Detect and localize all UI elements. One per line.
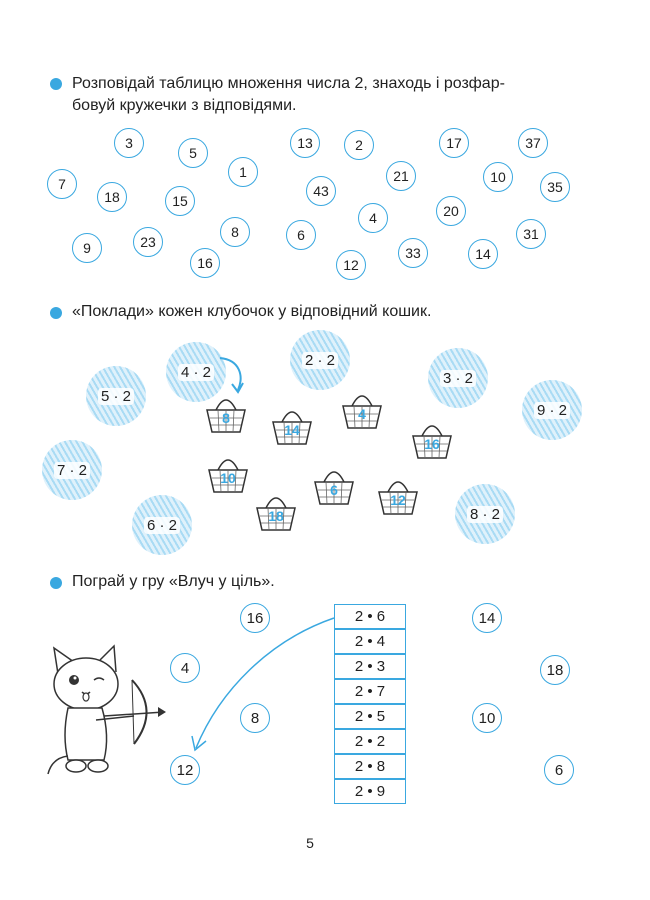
answer-circle[interactable]: 8 — [240, 703, 270, 733]
bullet-task-2 — [50, 307, 62, 319]
yarn-ball[interactable] — [42, 440, 102, 500]
number-circle[interactable]: 21 — [386, 161, 416, 191]
number-circle[interactable]: 12 — [336, 250, 366, 280]
number-circle[interactable]: 6 — [286, 220, 316, 250]
number-circle[interactable]: 1 — [228, 157, 258, 187]
basket-number: 8 — [222, 410, 230, 426]
answer-circle[interactable]: 10 — [472, 703, 502, 733]
number-circle[interactable]: 10 — [483, 162, 513, 192]
yarn-ball[interactable] — [522, 380, 582, 440]
basket-number: 14 — [284, 422, 300, 438]
yarn-label: 9 · 2 — [534, 402, 570, 419]
task-1-line-1: Розповідай таблицю множення числа 2, знаходь і розфар- — [72, 75, 505, 92]
number-circle[interactable]: 7 — [47, 169, 77, 199]
yarn-label: 4 · 2 — [178, 364, 214, 381]
number-circle[interactable]: 31 — [516, 219, 546, 249]
number-circle[interactable]: 9 — [72, 233, 102, 263]
cat-archer-illustration — [42, 640, 172, 780]
basket[interactable] — [376, 474, 420, 518]
basket-number: 10 — [220, 470, 236, 486]
basket[interactable] — [254, 490, 298, 534]
number-circle[interactable]: 18 — [97, 182, 127, 212]
answer-circle[interactable]: 4 — [170, 653, 200, 683]
basket-number: 4 — [358, 406, 366, 422]
yarn-ball[interactable] — [290, 330, 350, 390]
task-2-text: «Поклади» кожен клубочок у відповідний кошик. — [72, 303, 432, 320]
table-row[interactable]: 2 • 2 — [334, 729, 406, 754]
number-circle[interactable]: 43 — [306, 176, 336, 206]
task-3-text: Пограй у гру «Влуч у ціль». — [72, 573, 275, 590]
number-circle[interactable]: 37 — [518, 128, 548, 158]
task-1-line-2: бовуй кружечки з відповідями. — [72, 97, 297, 114]
yarn-ball[interactable] — [455, 484, 515, 544]
yarn-label: 2 · 2 — [302, 352, 338, 369]
answer-circle[interactable]: 6 — [544, 755, 574, 785]
table-row[interactable]: 2 • 9 — [334, 779, 406, 804]
number-circle[interactable]: 20 — [436, 196, 466, 226]
basket-number: 12 — [390, 492, 406, 508]
number-circle[interactable]: 35 — [540, 172, 570, 202]
table-row[interactable]: 2 • 4 — [334, 629, 406, 654]
table-row[interactable]: 2 • 6 — [334, 604, 406, 629]
number-circle[interactable]: 17 — [439, 128, 469, 158]
yarn-label: 6 · 2 — [144, 517, 180, 534]
yarn-ball[interactable] — [132, 495, 192, 555]
number-circle[interactable]: 16 — [190, 248, 220, 278]
number-circle[interactable]: 13 — [290, 128, 320, 158]
yarn-label: 7 · 2 — [54, 462, 90, 479]
yarn-label: 5 · 2 — [98, 388, 134, 405]
number-circle[interactable]: 8 — [220, 217, 250, 247]
page-number: 5 — [306, 835, 314, 851]
number-circle[interactable]: 23 — [133, 227, 163, 257]
table-row[interactable]: 2 • 5 — [334, 704, 406, 729]
table-row[interactable]: 2 • 8 — [334, 754, 406, 779]
number-circle[interactable]: 14 — [468, 239, 498, 269]
basket[interactable] — [312, 464, 356, 508]
number-circle[interactable]: 5 — [178, 138, 208, 168]
number-circle[interactable]: 3 — [114, 128, 144, 158]
yarn-label: 8 · 2 — [467, 506, 503, 523]
answer-circle[interactable]: 18 — [540, 655, 570, 685]
basket[interactable] — [270, 404, 314, 448]
number-circle[interactable]: 4 — [358, 203, 388, 233]
basket[interactable] — [206, 452, 250, 496]
basket-number: 6 — [330, 482, 338, 498]
yarn-ball[interactable] — [86, 366, 146, 426]
basket-number: 16 — [424, 436, 440, 452]
answer-circle[interactable]: 14 — [472, 603, 502, 633]
basket[interactable] — [410, 418, 454, 462]
number-circle[interactable]: 33 — [398, 238, 428, 268]
table-row[interactable]: 2 • 3 — [334, 654, 406, 679]
answer-circle[interactable]: 12 — [170, 755, 200, 785]
yarn-ball[interactable] — [428, 348, 488, 408]
bullet-task-3 — [50, 577, 62, 589]
bullet-task-1 — [50, 78, 62, 90]
number-circle[interactable]: 15 — [165, 186, 195, 216]
basket[interactable] — [204, 392, 248, 436]
yarn-label: 3 · 2 — [440, 370, 476, 387]
basket[interactable] — [340, 388, 384, 432]
table-row[interactable]: 2 • 7 — [334, 679, 406, 704]
basket-number: 18 — [268, 508, 284, 524]
arrow-line — [180, 610, 340, 760]
number-circle[interactable]: 2 — [344, 130, 374, 160]
answer-circle[interactable]: 16 — [240, 603, 270, 633]
